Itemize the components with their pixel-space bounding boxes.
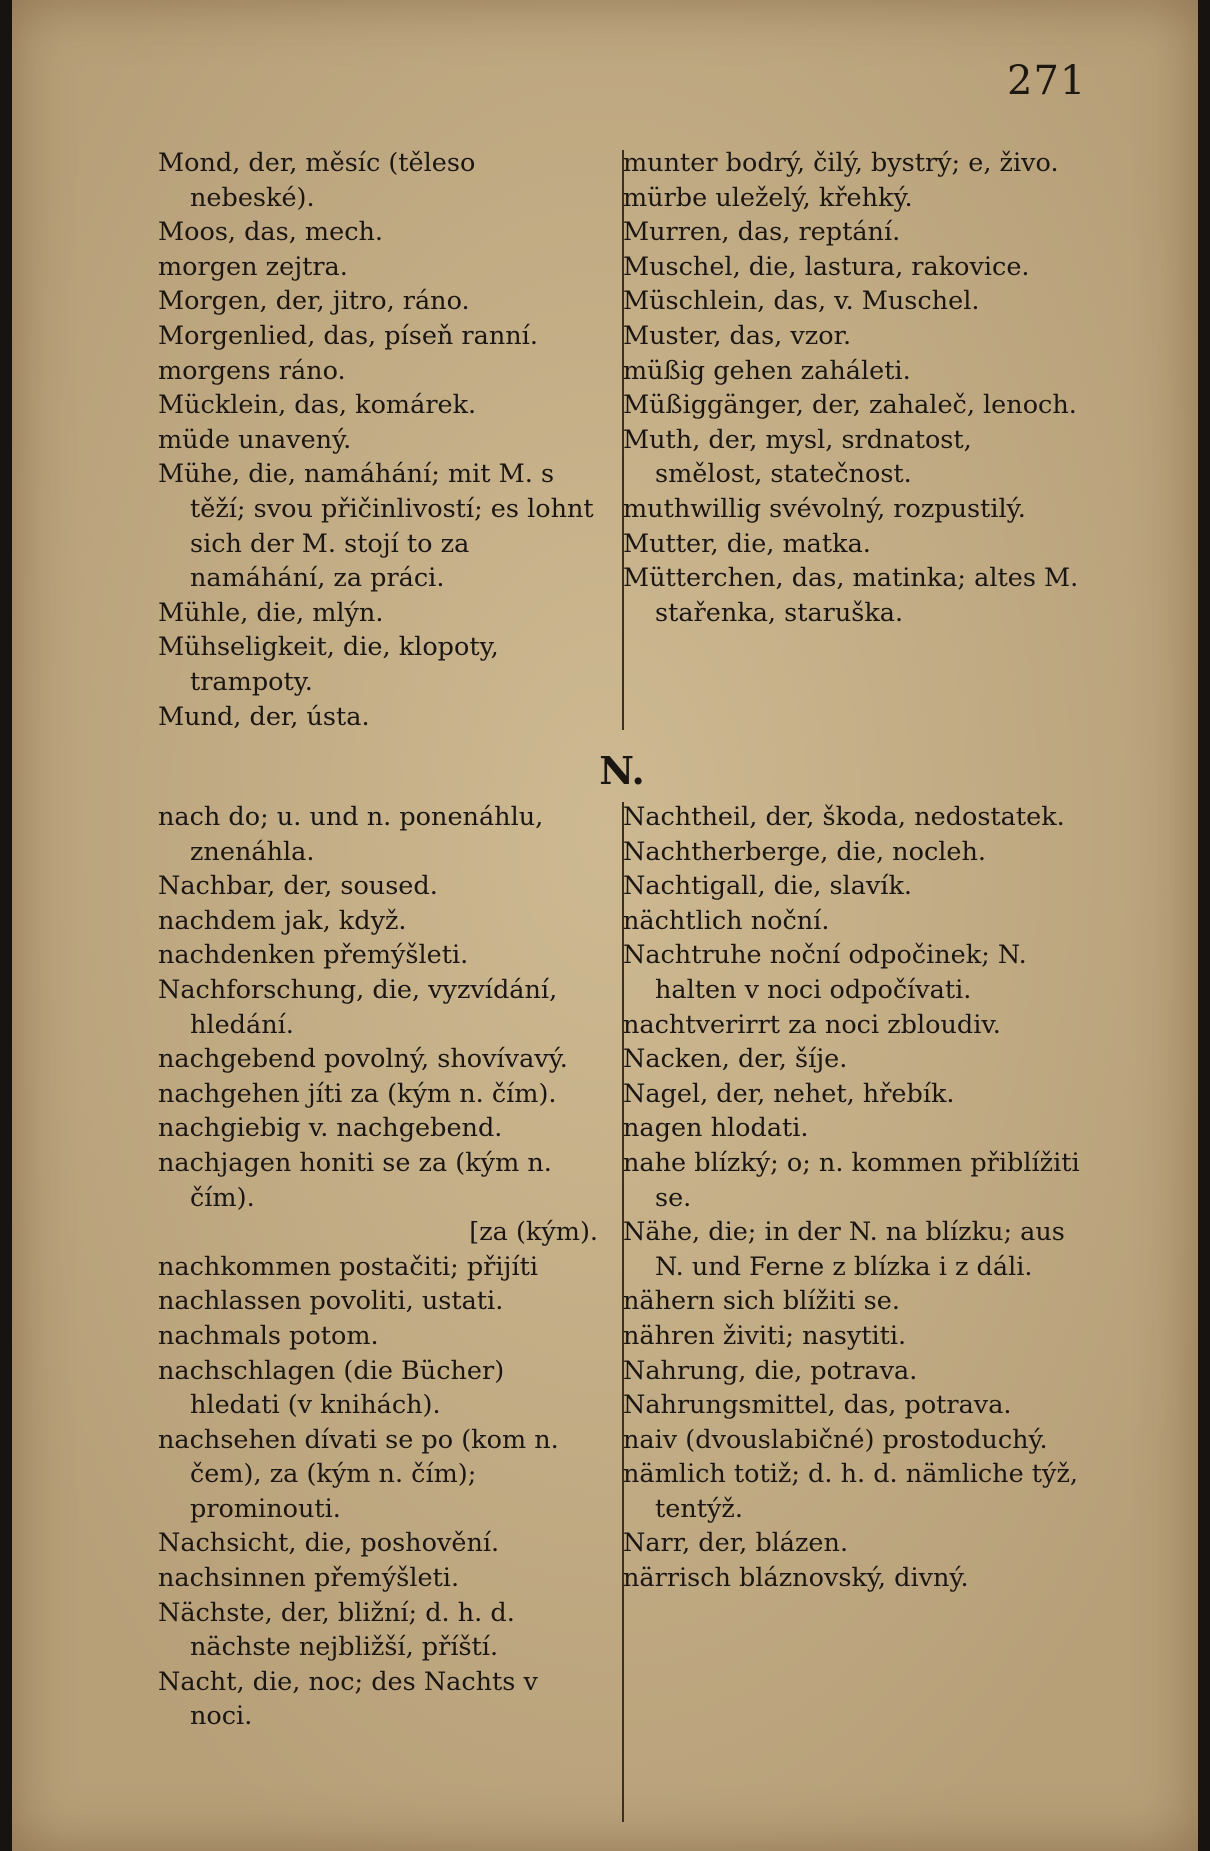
dictionary-entry: Mühe, die, namáhání; mit M. s těží; svou přičinlivostí; es lohnt sich der M. stojí to za namáhání, za práci.	[158, 459, 594, 594]
dictionary-entry: nachkommen postačiti; přijíti	[158, 1251, 538, 1282]
top-left-column	[158, 146, 598, 734]
dictionary-entry: Nachsicht, die, poshovění.	[158, 1528, 500, 1559]
dictionary-entry: Nagel, der, nehet, hřebík.	[623, 1078, 955, 1109]
dictionary-entry: müßig gehen zaháleti.	[623, 355, 911, 386]
dictionary-entry: Müschlein, das, v. Muschel.	[623, 286, 980, 317]
dictionary-entry: Moos, das, mech.	[158, 217, 384, 248]
dictionary-entry: nachgehen jíti za (kým n. čím).	[158, 1078, 557, 1109]
dictionary-entry: nachlassen povoliti, ustati.	[158, 1286, 504, 1317]
book-page	[12, 0, 1198, 1851]
dictionary-entry: Mütterchen, das, matinka; altes M. stařenka, staruška.	[623, 563, 1079, 628]
dictionary-entry: Mühseligkeit, die, klopoty, trampoty.	[158, 632, 499, 697]
dictionary-entry: nachtverirrt za noci zbloudiv.	[623, 1009, 1001, 1040]
dictionary-entry: nachdenken přemýšleti.	[158, 940, 469, 971]
dictionary-entry: Nahrungsmittel, das, potrava.	[623, 1390, 1012, 1421]
dictionary-entry: Nachtheil, der, škoda, nedostatek.	[623, 802, 1065, 832]
dictionary-entry: Morgenlied, das, píseň ranní.	[158, 320, 538, 351]
dictionary-entry: munter bodrý, čilý, bystrý; e, živo.	[623, 148, 1059, 178]
dictionary-entry: Mond, der, měsíc (těleso nebeské).	[158, 148, 476, 213]
dictionary-entry: nachgiebig v. nachgebend.	[158, 1113, 503, 1144]
dictionary-entry: nämlich totiž; d. h. d. nämliche týž, tentýž.	[623, 1459, 1078, 1524]
dictionary-entry: nachgebend povolný, shovívavý.	[158, 1044, 568, 1075]
dictionary-entry: Narr, der, blázen.	[623, 1528, 849, 1559]
dictionary-entry: närrisch bláznovský, divný.	[623, 1563, 969, 1594]
dictionary-entry: Muster, das, vzor.	[623, 320, 852, 351]
dictionary-entry: nachsehen dívati se po (kom n. čem), za (kým n. čím); prominouti.	[158, 1424, 559, 1524]
dictionary-entry: müde unavený.	[158, 424, 352, 455]
dictionary-entry: Nachforschung, die, vyzvídání, hledání.	[158, 974, 558, 1040]
dictionary-entry: mürbe uleželý, křehký.	[623, 182, 913, 213]
dictionary-entry: Murren, das, reptání.	[623, 217, 901, 248]
dictionary-entry: morgens ráno.	[158, 355, 346, 386]
dictionary-entry: nachmals potom.	[158, 1320, 379, 1351]
dictionary-entry: nähren živiti; nasytiti.	[623, 1320, 907, 1351]
dictionary-entry: Nachtherberge, die, nocleh.	[623, 836, 987, 867]
page-number: 271	[1007, 58, 1087, 104]
dictionary-entry: nach do; u. und n. ponenáhlu, znenáhla.	[158, 802, 544, 867]
dictionary-entry: nachjagen honiti se za (kým n. čím).	[158, 1147, 552, 1213]
dictionary-entry: Muschel, die, lastura, rakovice.	[623, 251, 1030, 282]
dictionary-entry: nahe blízký; o; n. kommen přiblížiti se.	[623, 1147, 1080, 1213]
dictionary-entry: [za (kým).	[469, 1217, 598, 1248]
dictionary-entry: Mutter, die, matka.	[623, 528, 871, 559]
bottom-left-column	[158, 800, 598, 1734]
dictionary-entry: nähern sich blížiti se.	[623, 1286, 900, 1317]
dictionary-entry: Nacken, der, šíje.	[623, 1044, 848, 1075]
dictionary-entry: Nacht, die, noc; des Nachts v noci.	[158, 1666, 538, 1732]
dictionary-entry: muthwillig svévolný, rozpustilý.	[623, 493, 1026, 524]
dictionary-entry: Mücklein, das, komárek.	[158, 390, 477, 421]
dictionary-entry: Nähe, die; in der N. na blízku; aus N. und Ferne z blízka i z dáli.	[623, 1217, 1065, 1282]
dictionary-entry: Muth, der, mysl, srdnatost, smělost, statečnost.	[623, 424, 972, 490]
dictionary-entry: Nachtruhe noční odpočinek; N. halten v noci odpočívati.	[623, 940, 1027, 1005]
dictionary-entry: Nachtigall, die, slavík.	[623, 871, 913, 902]
dictionary-entry: Mühle, die, mlýn.	[158, 597, 384, 628]
dictionary-entry: nachsinnen přemýšleti.	[158, 1563, 460, 1594]
dictionary-entry: Nächste, der, bližní; d. h. d. nächste nejbližší, příští.	[158, 1597, 515, 1663]
dictionary-entry: nachdem jak, když.	[158, 905, 407, 936]
dictionary-entry: naiv (dvouslabičné) prostoduchý.	[623, 1424, 1048, 1455]
dictionary-entry: Nachbar, der, soused.	[158, 871, 438, 902]
dictionary-entry: nagen hlodati.	[623, 1113, 809, 1144]
dictionary-entry: nächtlich noční.	[623, 905, 830, 936]
dictionary-entry: Mund, der, ústa.	[158, 701, 370, 732]
dictionary-entry: nachschlagen (die Bücher) hledati (v knihách).	[158, 1355, 505, 1421]
top-right-column	[623, 146, 1083, 630]
dictionary-entry: Nahrung, die, potrava.	[623, 1355, 918, 1386]
bottom-right-column	[623, 800, 1083, 1596]
section-heading: N.	[599, 748, 645, 793]
dictionary-entry: Morgen, der, jitro, ráno.	[158, 286, 470, 317]
dictionary-entry: Müßiggänger, der, zahaleč, lenoch.	[623, 390, 1077, 421]
dictionary-entry: morgen zejtra.	[158, 251, 348, 282]
